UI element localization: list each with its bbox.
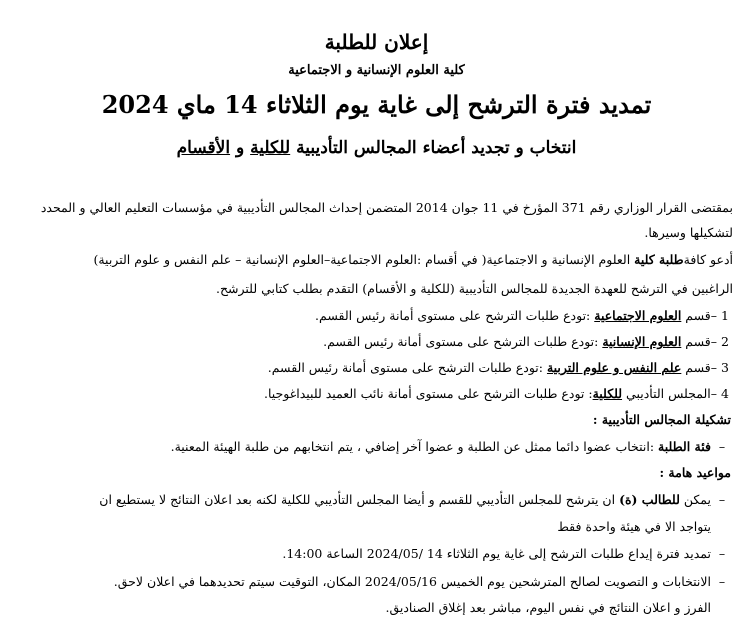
list-item: [264, 385, 733, 403]
item-number: 2: [721, 334, 729, 349]
subtitle-faculty: للكلية: [250, 138, 291, 158]
dates-b1-text: ان يترشح للمجلس التأديبي للقسم و أيضا المجلس التأديبي للكلية لكنه بعد اعلان النتائج لا يستطيع ان: [99, 492, 620, 507]
subtitle: [0, 138, 753, 158]
dates-b1-label: للطالب (ة): [619, 492, 680, 507]
item-number: 4: [721, 386, 729, 401]
dates-heading: مواعيد هامة :: [659, 465, 731, 480]
list-item: [315, 307, 733, 325]
intro-line-3: [93, 251, 733, 269]
intro-line-1: بمقتضى القرار الوزاري رقم 371 المؤرخ في 11 جوان 2014 المتضمن إحداث المجالس التأديبية في مؤسسات التعليم العالي و المحدد: [40, 200, 733, 215]
intro-call: أدعو كافة: [683, 252, 733, 267]
dates-b1-prefix: يمكن: [679, 492, 711, 507]
item-number: 3: [721, 360, 729, 375]
item-text: :تودع طلبات الترشح على مستوى أمانة رئيس القسم.: [315, 308, 595, 323]
subtitle-and: و: [230, 138, 251, 158]
list-item: [323, 333, 733, 351]
item-text: : تودع طلبات الترشح على مستوى أمانة نائب العميد للبيداغوجيا.: [263, 386, 593, 401]
intro-departments: العلوم الإنسانية و الاجتماعية( في أقسام :العلوم الاجتماعية–العلوم الإنسانية – علم النفس و علوم التربية): [93, 252, 635, 267]
item-text: :تودع طلبات الترشح على مستوى أمانة رئيس القسم.: [267, 360, 547, 375]
bullet-dash: –: [718, 439, 726, 454]
item-prefix: –قسم: [681, 308, 717, 323]
dates-bullet-2: [282, 545, 733, 563]
item-name: العلوم الاجتماعية: [594, 308, 682, 323]
subtitle-departments: الأقسام: [176, 138, 231, 158]
dates-bullet-1-cont: يتواجد الا في هيئة واحدة فقط: [557, 519, 711, 534]
announcement-title: إعلان للطلبة: [324, 30, 429, 54]
item-text: :تودع طلبات الترشح على مستوى أمانة رئيس القسم.: [323, 334, 603, 349]
list-item: [268, 359, 733, 377]
bullet-dash: –: [718, 492, 726, 507]
dates-bullet-1: [99, 491, 733, 509]
dates-b3-text: الانتخابات و التصويت لصالح المترشحين يوم الخميس 2024/05/16 المكان، التوقيت سيتم تحديدهما في اعلان لاحق.: [113, 574, 711, 589]
intro-students-faculty: طلبة كلية: [634, 252, 684, 267]
dates-b2-text: تمديد فترة إيداع طلبات الترشح إلى غاية يوم الثلاثاء 14 /2024/05 الساعة 14:00.: [282, 546, 711, 561]
headline: تمديد فترة الترشح إلى غاية يوم الثلاثاء 14 ماي 2024: [101, 90, 652, 119]
subtitle-main: انتخاب و تجديد أعضاء المجالس التأديبية: [290, 138, 577, 158]
dates-bullet-3-cont: الفرز و اعلان النتائج في نفس اليوم، مباشر بعد إغلاق الصناديق.: [385, 600, 711, 615]
composition-label: فئة الطلبة: [658, 439, 711, 454]
item-prefix: –قسم: [681, 360, 717, 375]
bullet-dash: –: [718, 546, 726, 561]
composition-text: :انتخاب عضوا دائما ممثل عن الطلبة و عضوا آخر إضافي ، يتم انتخابهم من طلبة الهيئة المعنية.: [170, 439, 659, 454]
item-name: للكلية: [592, 386, 623, 401]
composition-heading: تشكيلة المجالس التأديبية :: [592, 412, 731, 427]
item-number: 1: [721, 308, 729, 323]
bullet-dash: –: [718, 574, 726, 589]
intro-line-4: الراغبين في الترشح للعهدة الجديدة للمجالس التأديبية (للكلية و الأقسام) التقدم بطلب كتابي للترشح.: [216, 281, 733, 296]
item-name: علم النفس و علوم التربية: [546, 360, 682, 375]
intro-line-2: لتشكيلها وسيرها.: [644, 225, 733, 240]
item-name: العلوم الإنسانية: [602, 334, 682, 349]
dates-bullet-3: [114, 573, 733, 591]
faculty-name: كلية العلوم الإنسانية و الاجتماعية: [288, 63, 465, 78]
composition-bullet: [171, 438, 733, 456]
item-prefix: –المجلس التأديبي: [622, 386, 717, 401]
item-prefix: –قسم: [681, 334, 717, 349]
